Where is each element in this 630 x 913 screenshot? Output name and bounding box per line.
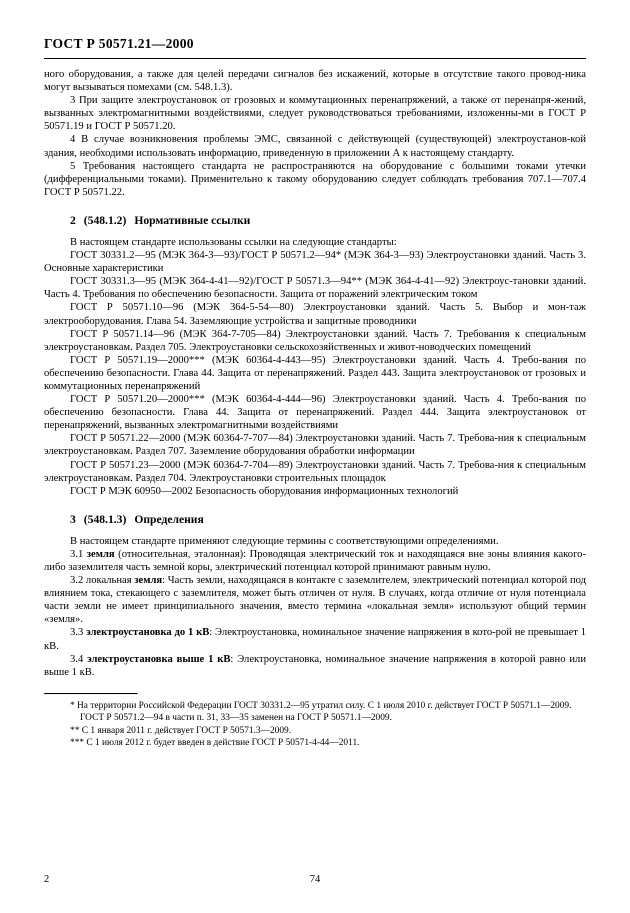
paragraph: 3 При защите электроустановок от грозовых и коммутационных перенапряжений, а также от перенапря-жений, вызванных электромагнитными воздействиями, следует руководствоваться требованиями, изложенны-ми в ГОСТ Р 50571.19 и ГОСТ Р 50571.20. bbox=[44, 95, 586, 133]
intro-block bbox=[44, 68, 586, 199]
paragraph: ГОСТ Р МЭК 60950—2002 Безопасность оборудования информационных технологий bbox=[70, 485, 459, 497]
paragraph: ГОСТ Р 50571.10—96 (МЭК 364-5-54—80) Электроустановки зданий. Часть 5. Выбор и мон-таж электрооборудования. Глава 54. Заземляющие устройства и защитные проводники bbox=[44, 302, 586, 327]
section-number: 2 bbox=[70, 213, 76, 227]
paragraph: 3.3 электроустановка до 1 кВ: Электроустановка, номинальное значение напряжения в кото-рой не превышает 1 кВ. bbox=[44, 627, 587, 652]
section-title: Определения bbox=[134, 512, 204, 526]
paragraph: 3.4 электроустановка выше 1 кВ: Электроустановка, номинальное значение напряжения в которой равно или выше 1 кВ. bbox=[44, 653, 586, 678]
section-heading-2 bbox=[70, 214, 586, 227]
paragraph: В настоящем стандарте использованы ссылки на следующие стандарты: bbox=[70, 236, 397, 248]
page-footer bbox=[0, 871, 630, 885]
footnote-divider bbox=[44, 693, 138, 695]
paragraph: ГОСТ 30331.3—95 (МЭК 364-4-41—92)/ГОСТ Р 50571.3—94** (МЭК 364-4-41—92) Электроус-тановки зданий. Часть 4. Требования по обеспечению безопасности. Защита от поражений электрическим током bbox=[44, 276, 586, 301]
paragraph: ГОСТ Р 50571.23—2000 (МЭК 60364-7-704—89) Электроустановки зданий. Часть 7. Требова-ния к специальным электроустановкам. Раздел 704. Электроустановки строительных площадок bbox=[44, 459, 586, 484]
page-number-center: 74 bbox=[309, 874, 321, 885]
paragraph: 5 Требования настоящего стандарта не распространяются на оборудование с большими токами утечки (дифференциальными токами). Применительно к такому оборудованию следует соблюдать требования 707.1—707.4 ГОСТ Р 50571.22. bbox=[44, 160, 586, 198]
paragraph: ГОСТ Р 50571.20—2000*** (МЭК 60364-4-444—96) Электроустановки зданий. Часть 4. Требо-вания по обеспечению безопасности. Глава 44. Защита от перенапряжений. Раздел 444. Защита электроустановок от перенапряжений, вызванных электромагнитными воздействиями bbox=[44, 394, 586, 432]
section-code: (548.1.2) bbox=[83, 213, 127, 227]
paragraph: ного оборудования, а также для целей передачи сигналов без искажений, которые в отсутствие такого провод-ника могут вызываться помехами (см. 548.1.3). bbox=[44, 69, 586, 94]
paragraph: ГОСТ 30331.2—95 (МЭК 364-3—93)/ГОСТ Р 50571.2—94* (МЭК 364-3—93) Электроустановки зданий. Часть 3. Основные характеристики bbox=[44, 250, 586, 275]
footnotes-block bbox=[44, 693, 586, 750]
section-code: (548.1.3) bbox=[83, 512, 127, 526]
paragraph: 3.2 локальная земля: Часть земли, находящаяся в контакте с заземлителем, электрический потенциал которой под влиянием тока, стекающего с заземлителя, может быть отличен от нуля. В случаях, когда отличие от нуля потенциала части земли не имеет принципиального значения, вместо термина «локальная земля» используют общий термин «земля». bbox=[44, 575, 586, 626]
paragraph: 3.1 земля (относительная, эталонная): Проводящая электрический ток и находящаяся вне зоны влияния какого-либо заземлителя часть земной коры, электрический потенциал которой принимают равным нулю. bbox=[44, 548, 586, 573]
paragraph: ГОСТ Р 50571.22—2000 (МЭК 60364-7-707—84) Электроустановки зданий. Часть 7. Требова-ния к специальным электроустановкам. Раздел 707. Заземление оборудования обработки информации bbox=[44, 433, 586, 458]
paragraph: 4 В случае возникновения проблемы ЭМС, связанной с действующей (существующей) электроустанов-кой здания, необходими использовать информацию, приведенную в приложении А к настоящему стандарту. bbox=[44, 134, 586, 159]
section-number: 3 bbox=[70, 512, 76, 526]
page-number-left: 2 bbox=[44, 874, 50, 885]
paragraph: В настоящем стандарте применяют следующие термины с соответствующими определениями. bbox=[70, 535, 499, 547]
footnote: ГОСТ Р 50571.2—94 в части п. 31, 33—35 заменен на ГОСТ Р 50571.1—2009. bbox=[80, 713, 392, 724]
footnote: * На территории Российской Федерации ГОСТ 30331.2—95 утратил силу. С 1 июля 2010 г. действует ГОСТ Р 50571.1—2009. bbox=[70, 700, 572, 711]
section-heading-3 bbox=[70, 513, 586, 526]
section-3-body bbox=[44, 535, 586, 679]
page-header: ГОСТ Р 50571.21—2000 bbox=[44, 36, 194, 51]
paragraph: ГОСТ Р 50571.19—2000*** (МЭК 60364-4-443—95) Электроустановки зданий. Часть 4. Требо-вания по обеспечению безопасности. Глава 44. Защита от перенапряжений. Раздел 443. Защита электроустановок от грозовых и коммутационных перенапряжений bbox=[44, 354, 586, 392]
section-title: Нормативные ссылки bbox=[134, 213, 251, 227]
footnote: ** С 1 января 2011 г. действует ГОСТ Р 50571.3—2009. bbox=[70, 725, 292, 736]
footnote: *** С 1 июля 2012 г. будет введен в действие ГОСТ Р 50571-4-44—2011. bbox=[70, 738, 360, 749]
section-2-body bbox=[44, 236, 586, 498]
header-divider bbox=[44, 58, 586, 59]
paragraph: ГОСТ Р 50571.14—96 (МЭК 364-7-705—84) Электроустановки зданий. Часть 7. Требования к специальным электроустановкам. Раздел 705. Электроустановки сельскохозяйственных и живот-новодческих помещений bbox=[44, 328, 586, 353]
